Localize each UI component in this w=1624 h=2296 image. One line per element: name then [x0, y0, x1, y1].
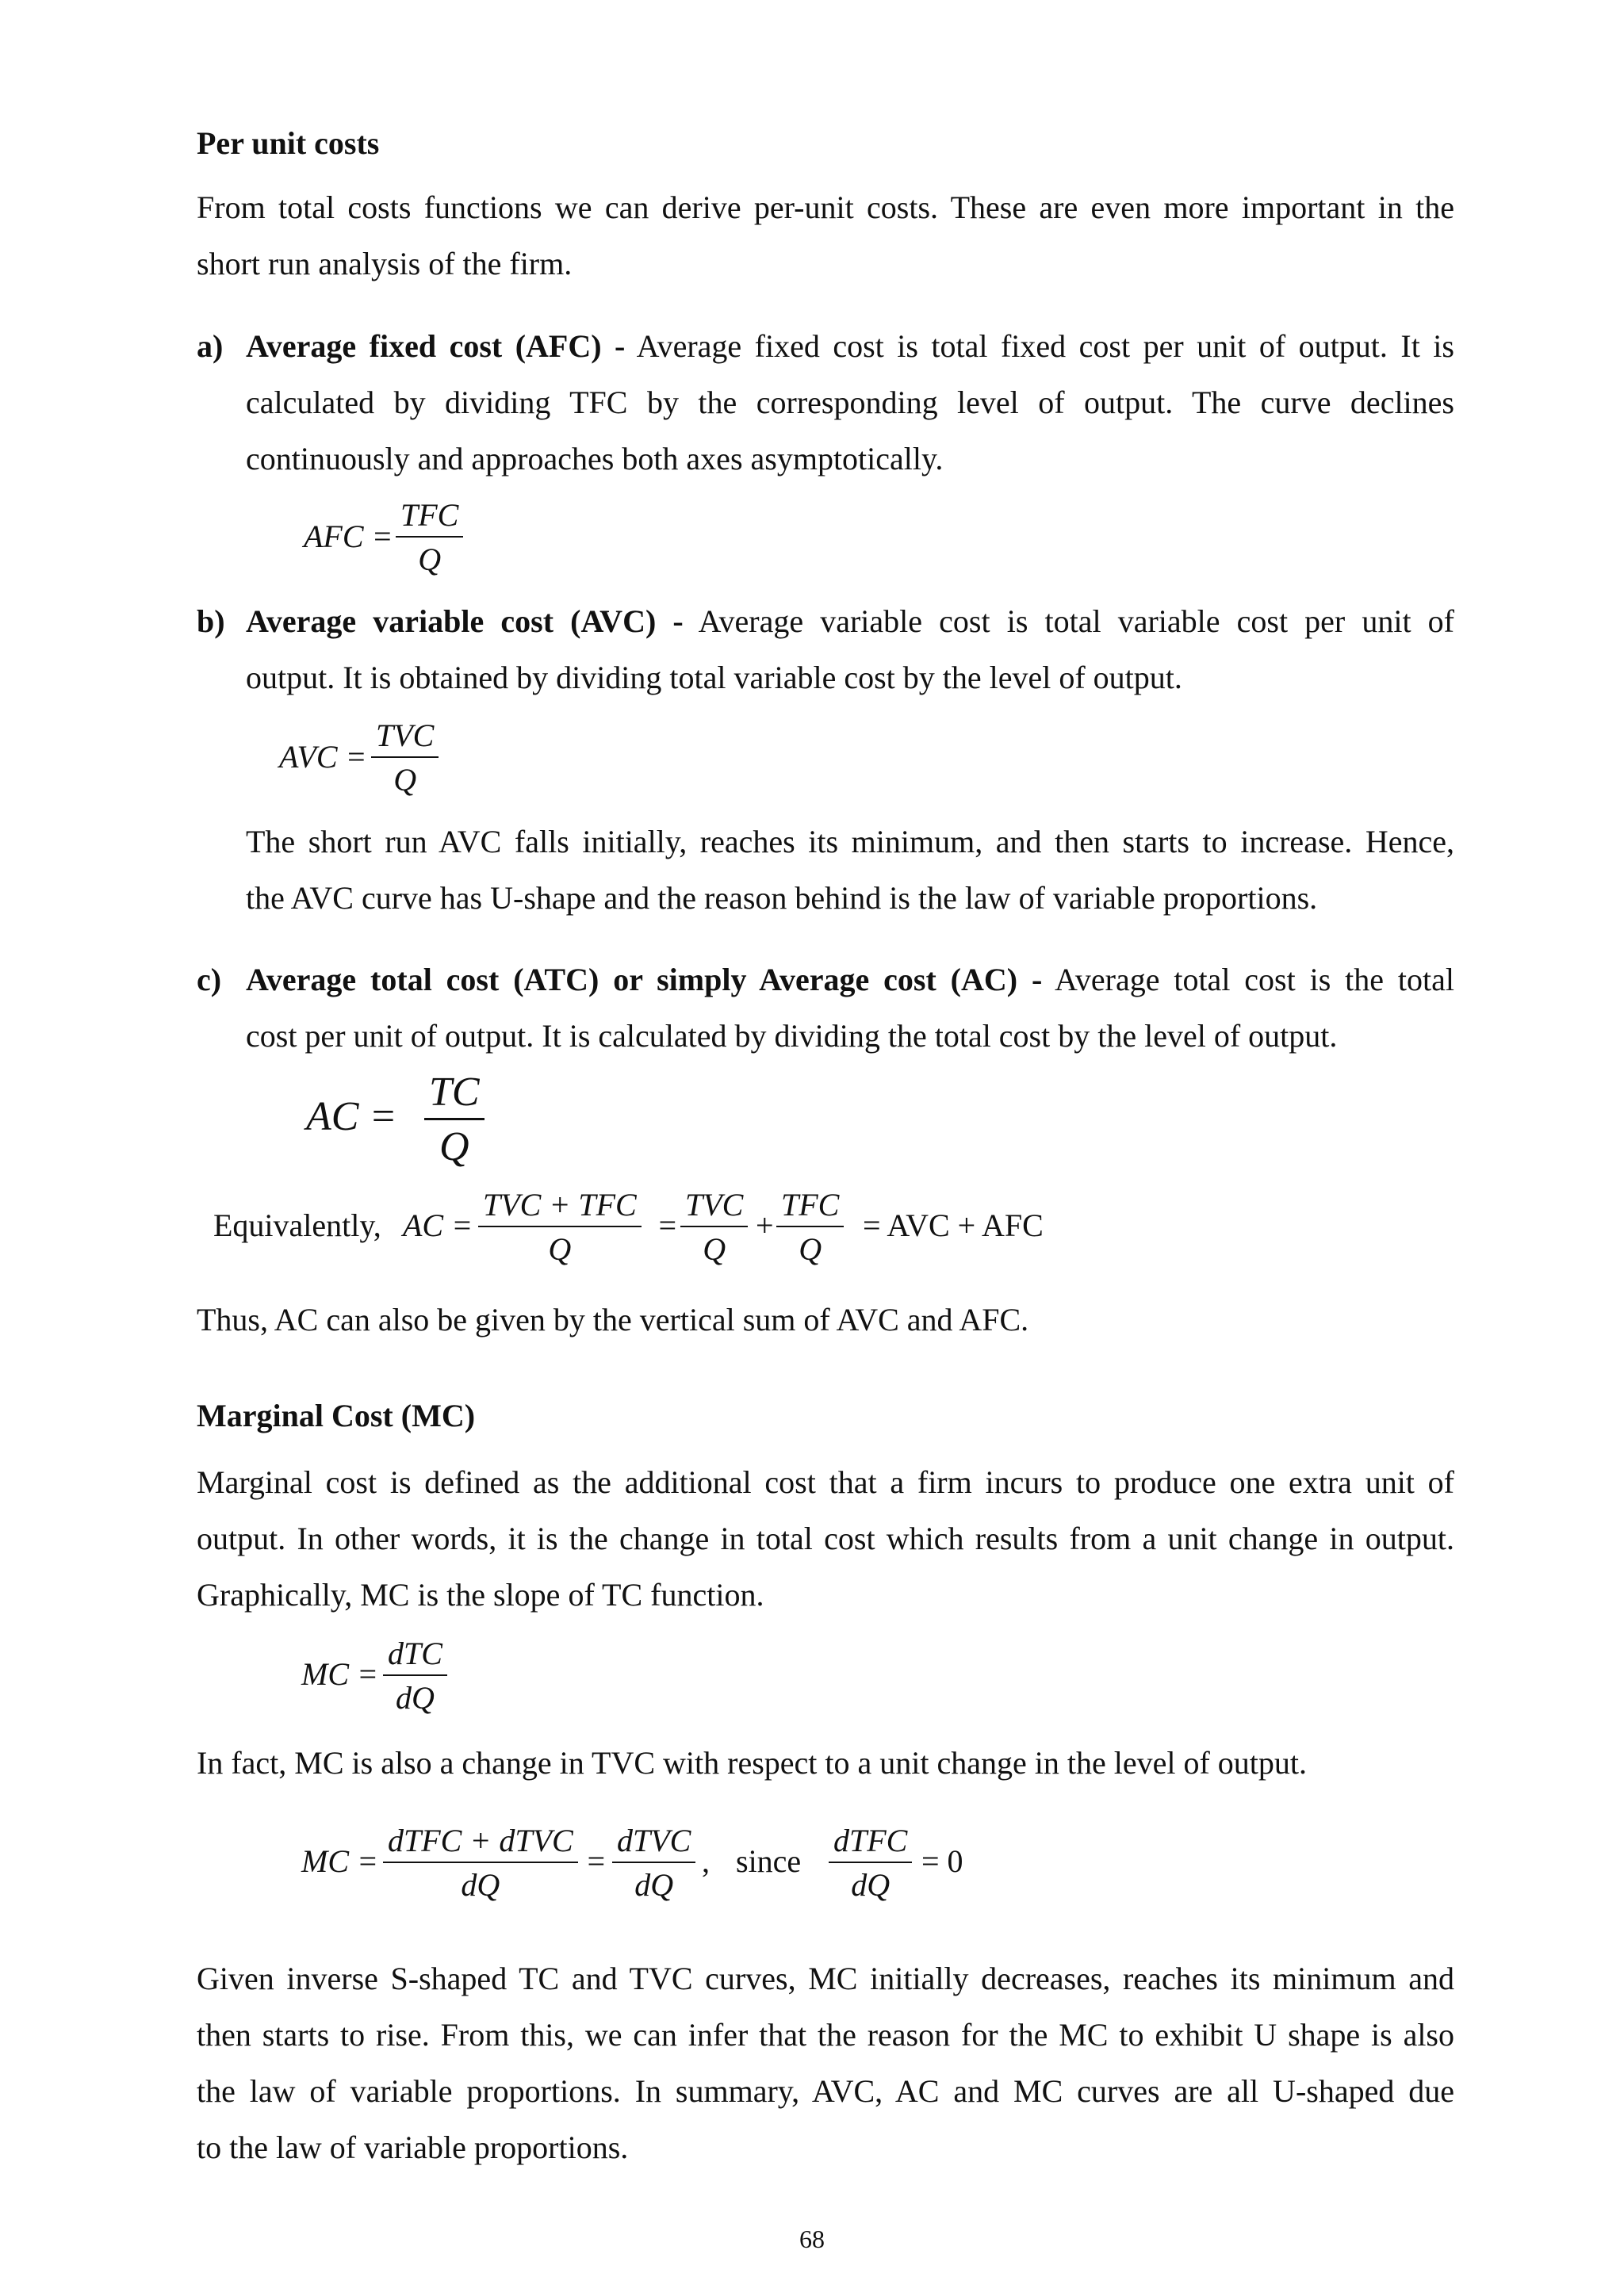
- mc-denominator: dQ: [383, 1674, 447, 1714]
- equiv-equals: =: [657, 1207, 678, 1243]
- equiv-numerator-sum: TVC + TFC: [483, 1187, 637, 1223]
- equiv-numerator-tvc: TVC: [685, 1187, 744, 1223]
- section-heading-per-unit-costs: Per unit costs: [197, 125, 380, 161]
- atc-paragraph-line-1: [246, 951, 1454, 1008]
- avc-paragraph-line-2: output. It is obtained by dividing total variable cost by the level of output.: [246, 660, 1182, 695]
- mc-definition-line-1: Marginal cost is defined as the additional cost that a firm incurs to produce one extra unit of: [197, 1464, 1454, 1500]
- afc-denominator: Q: [396, 536, 463, 576]
- afc-formula-lhs: AFC =: [304, 519, 393, 554]
- mc-formula-lhs: MC =: [301, 1656, 378, 1692]
- mc-summary-line-4: to the law of variable proportions.: [197, 2130, 629, 2165]
- equiv-lhs: AC =: [403, 1207, 473, 1243]
- mc-numerator-tvc: dTVC: [617, 1823, 691, 1858]
- mc-summary-line-2: then starts to rise. From this, we can infer that the reason for the MC to exhibit U shape is also: [197, 2017, 1454, 2053]
- mc-tvc-note: In fact, MC is also a change in TVC with respect to a unit change in the level of output.: [197, 1745, 1308, 1781]
- afc-paragraph-line-3: continuously and approaches both axes asymptotically.: [246, 441, 944, 476]
- atc-title: Average total cost (ATC) or simply Average cost (AC) -: [246, 962, 1043, 997]
- mc-derivation-since: since: [736, 1843, 802, 1879]
- avc-line-1-text: Average variable cost is total variable cost per unit of: [683, 603, 1455, 639]
- equiv-denominator-tfc: Q: [776, 1226, 844, 1265]
- intro-line-1: From total costs functions we can derive per-unit costs. These are even more important in the: [197, 189, 1454, 225]
- ac-fraction: [424, 1072, 485, 1168]
- mc-fraction: [383, 1638, 447, 1714]
- atc-line-1-text: Average total cost is the total: [1042, 962, 1454, 997]
- avc-paragraph-line-1: [246, 593, 1454, 649]
- atc-paragraph-line-2: cost per unit of output. It is calculated by dividing the total cost by the level of output.: [246, 1018, 1338, 1054]
- equiv-fraction-sum: [478, 1189, 642, 1265]
- mc-summary-line-3: the law of variable proportions. In summary, AVC, AC and MC curves are all U-shaped due: [197, 2073, 1454, 2109]
- mc-denominator-tvc: dQ: [612, 1862, 695, 1901]
- list-marker-b: b): [197, 603, 225, 639]
- mc-numerator-sum: dTFC + dTVC: [388, 1823, 573, 1858]
- mc-fraction-sum: [383, 1825, 578, 1901]
- page-number: 68: [799, 2225, 825, 2253]
- afc-line-1-text: Average fixed cost is total fixed cost per unit of output. It is: [625, 328, 1454, 364]
- avc-formula-lhs: AVC =: [279, 739, 367, 775]
- avc-numerator: TVC: [376, 718, 435, 753]
- equiv-denominator-tvc: Q: [680, 1226, 748, 1265]
- avc-denominator: Q: [371, 756, 439, 796]
- mc-derivation-equals: =: [585, 1843, 607, 1879]
- equiv-result: = AVC + AFC: [863, 1207, 1044, 1243]
- ac-vertical-sum-note: Thus, AC can also be given by the vertical sum of AVC and AFC.: [197, 1302, 1029, 1337]
- ac-denominator: Q: [424, 1118, 485, 1168]
- afc-title: Average fixed cost (AFC) -: [246, 328, 626, 364]
- equiv-fraction-tvc: [680, 1189, 748, 1265]
- avc-note-line-2: the AVC curve has U-shape and the reason behind is the law of variable proportions.: [246, 880, 1318, 916]
- ac-numerator: TC: [429, 1070, 480, 1115]
- mc-summary-line-1: Given inverse S-shaped TC and TVC curves, MC initially decreases, reaches its minimum and: [197, 1961, 1454, 1996]
- avc-title: Average variable cost (AVC) -: [246, 603, 684, 639]
- mc-denominator-sum: dQ: [383, 1862, 578, 1901]
- equiv-fraction-tfc: [776, 1189, 844, 1265]
- equivalently-label: Equivalently,: [213, 1207, 381, 1243]
- mc-denominator-tfc: dQ: [829, 1862, 912, 1901]
- list-marker-c: c): [197, 962, 222, 997]
- equiv-numerator-tfc: TFC: [781, 1187, 840, 1223]
- mc-derivation-lhs: MC =: [301, 1843, 378, 1879]
- list-marker-a: a): [197, 328, 224, 364]
- avc-fraction: [371, 720, 439, 796]
- mc-derivation-zero: = 0: [921, 1843, 963, 1879]
- mc-fraction-tfc: [829, 1825, 912, 1901]
- equiv-denominator-sum: Q: [478, 1226, 642, 1265]
- mc-derivation-comma: ,: [702, 1843, 710, 1879]
- mc-numerator-tfc: dTFC: [833, 1823, 908, 1858]
- afc-numerator: TFC: [400, 497, 459, 533]
- afc-fraction: [396, 499, 463, 576]
- afc-paragraph-line-1: [246, 318, 1454, 374]
- equiv-plus: +: [756, 1207, 774, 1243]
- mc-definition-line-2: output. In other words, it is the change in total cost which results from a unit change in output.: [197, 1521, 1454, 1556]
- afc-paragraph-line-2: calculated by dividing TFC by the corresponding level of output. The curve declines: [246, 385, 1454, 420]
- intro-line-2: short run analysis of the firm.: [197, 246, 573, 281]
- avc-note-line-1: The short run AVC falls initially, reaches its minimum, and then starts to increase. Hence,: [246, 824, 1454, 859]
- mc-definition-line-3: Graphically, MC is the slope of TC function.: [197, 1577, 764, 1613]
- mc-fraction-tvc: [612, 1825, 695, 1901]
- section-heading-marginal-cost: Marginal Cost (MC): [197, 1398, 476, 1433]
- ac-formula-lhs: AC =: [306, 1094, 397, 1139]
- mc-numerator: dTC: [388, 1636, 442, 1671]
